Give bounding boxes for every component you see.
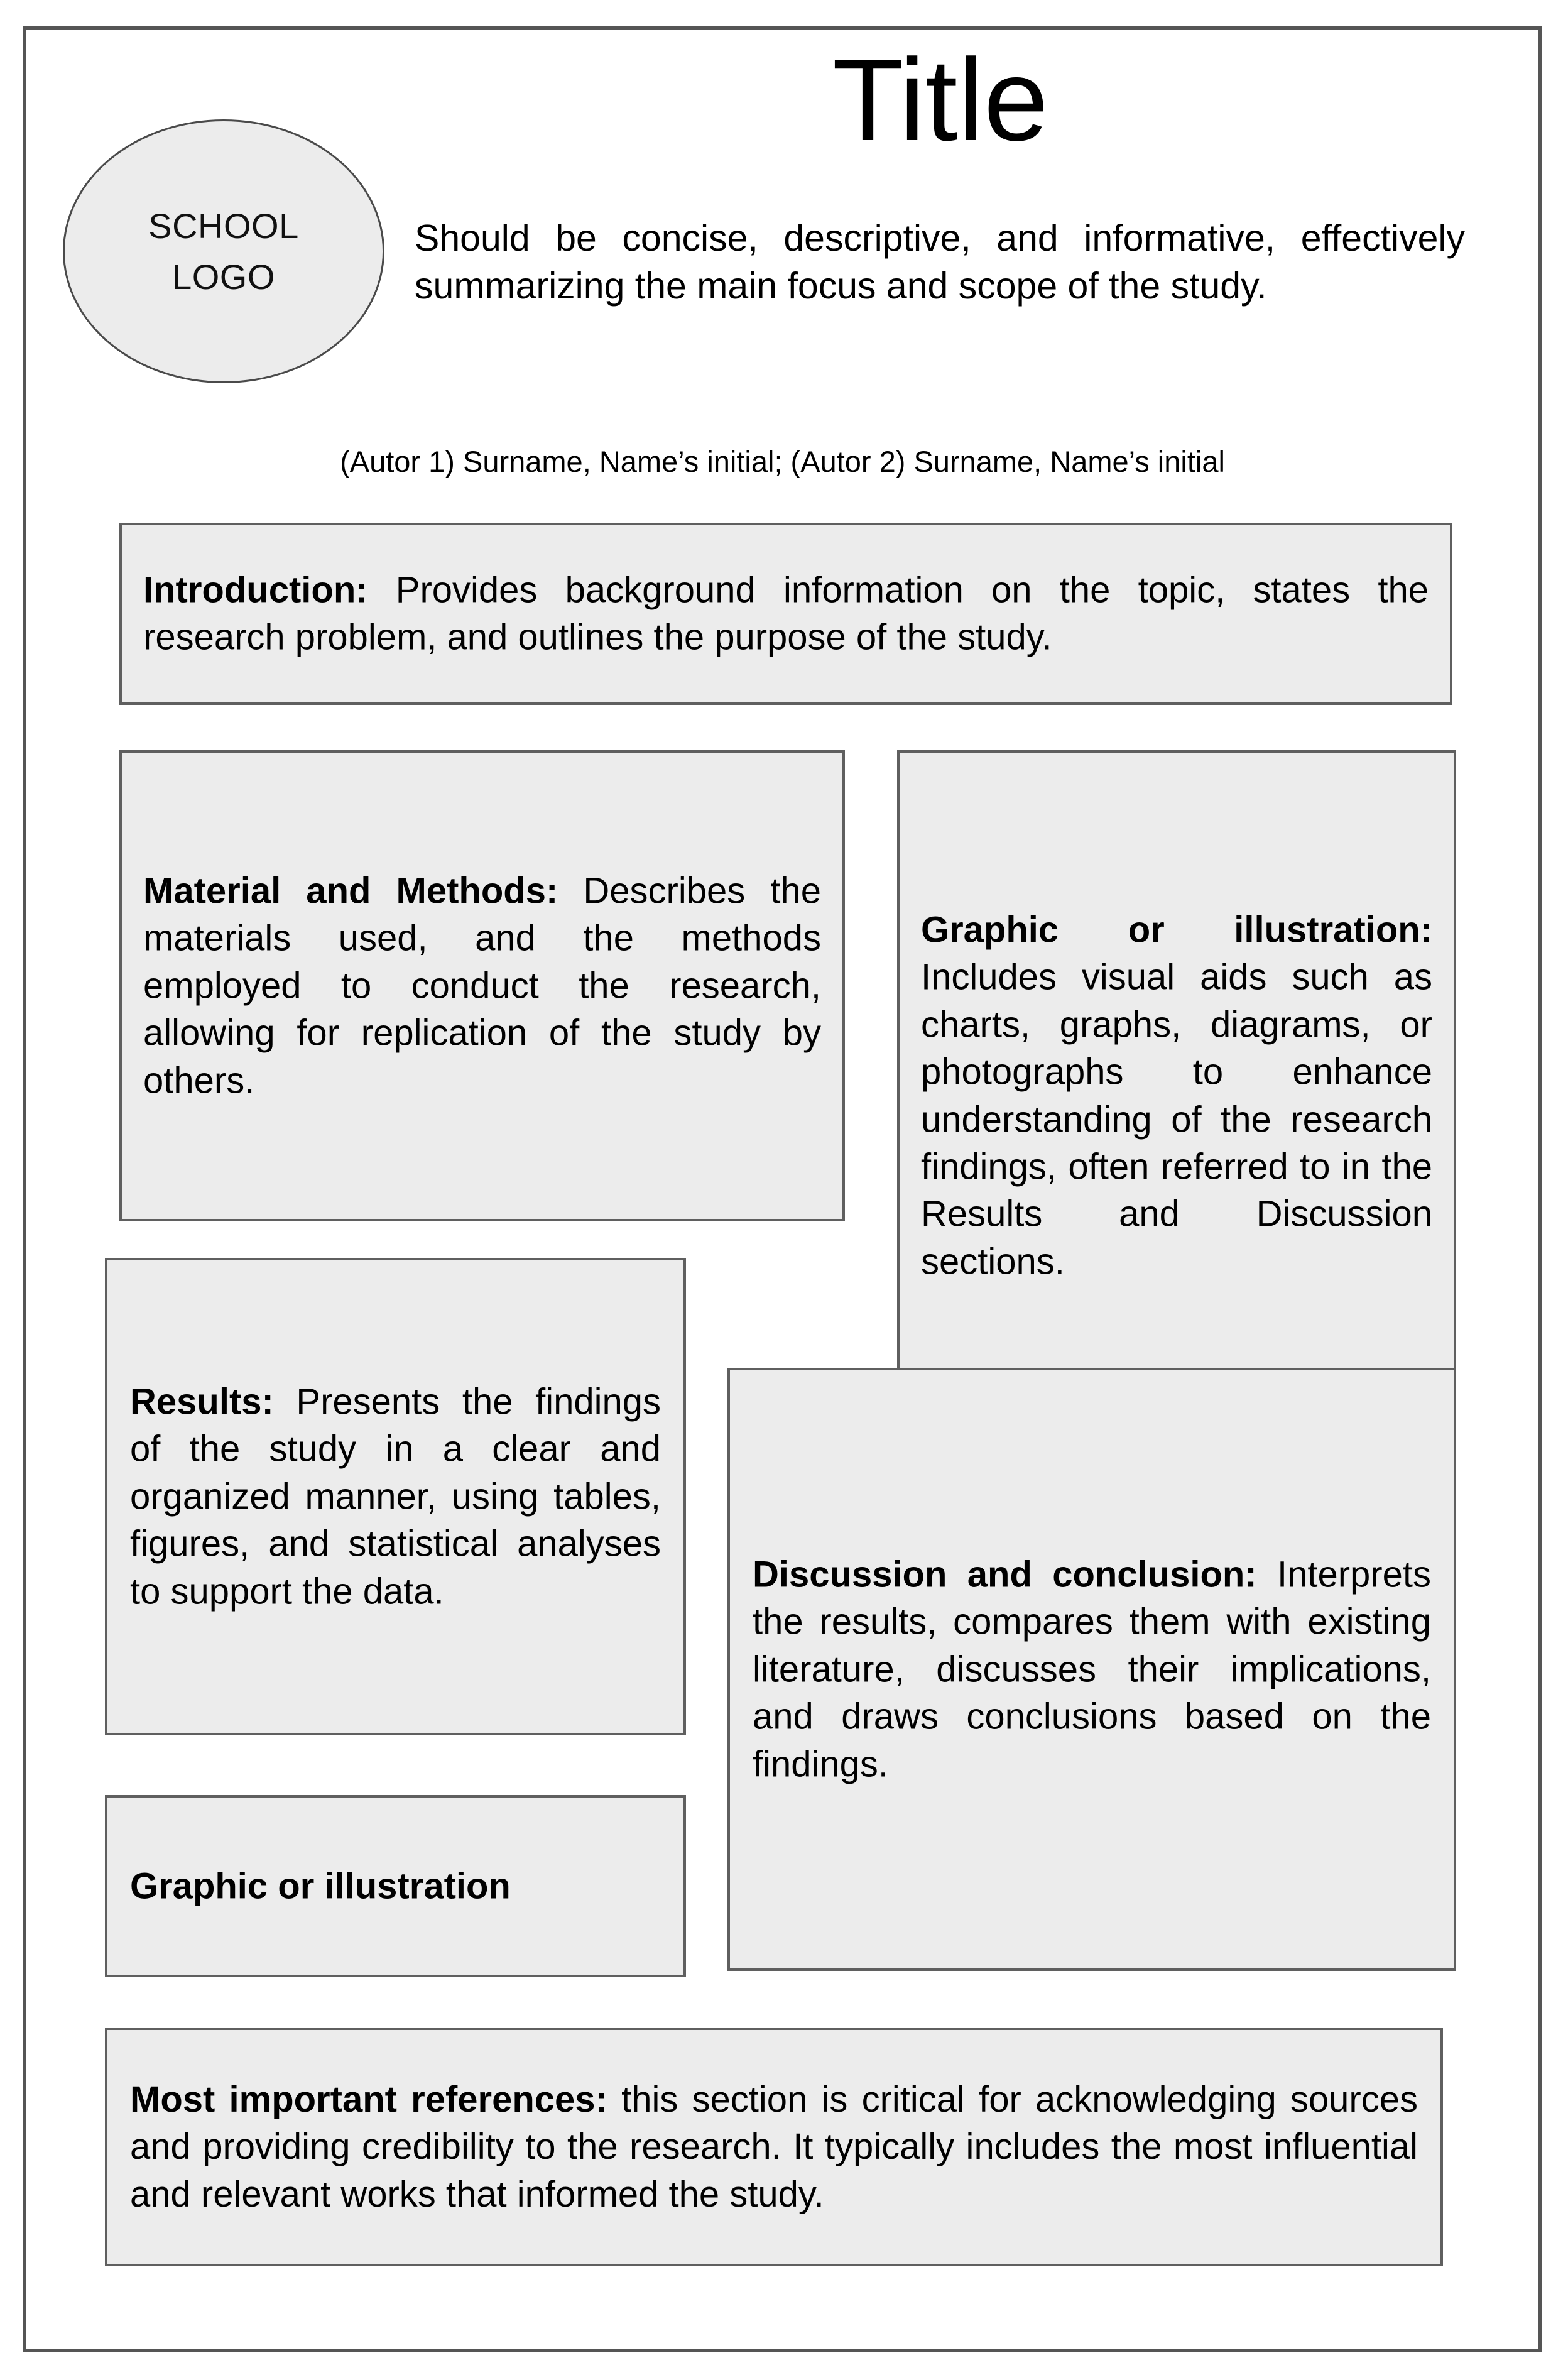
authors-line: (Autor 1) Surname, Name’s initial; (Autor 2) Surname, Name’s initial <box>340 445 1225 478</box>
section-heading-results: Results: <box>130 1381 274 1422</box>
section-content-materials-and-methods <box>122 868 842 1105</box>
section-heading-discussion-and-conclusion: Discussion and conclusion: <box>753 1554 1257 1595</box>
section-paragraph-discussion-and-conclusion <box>753 1551 1431 1788</box>
section-content-references <box>107 2076 1440 2218</box>
section-heading-graphic-or-illustration-right: Graphic or illustration: <box>921 909 1432 951</box>
section-content-introduction <box>122 567 1450 662</box>
section-box-graphic-or-illustration-right <box>897 750 1456 1441</box>
section-content-results <box>107 1378 683 1615</box>
section-paragraph-graphic-or-illustration-left <box>130 1862 661 1909</box>
poster-frame <box>23 26 1542 2352</box>
section-paragraph-references <box>130 2076 1418 2218</box>
section-box-discussion-and-conclusion <box>727 1368 1456 1971</box>
section-content-discussion-and-conclusion <box>730 1551 1454 1788</box>
school-logo-line-1: SCHOOL <box>148 205 299 246</box>
section-heading-materials-and-methods: Material and Methods: <box>143 870 558 912</box>
section-box-results <box>105 1258 686 1735</box>
section-paragraph-introduction <box>143 567 1429 662</box>
poster-subtitle: Should be concise, descriptive, and informative, effectively summarizing the main focus and scope of the study. <box>415 217 1465 307</box>
section-heading-references: Most important references: <box>130 2078 607 2120</box>
section-box-materials-and-methods <box>119 750 845 1221</box>
section-heading-introduction: Introduction: <box>143 569 368 611</box>
section-body-graphic-or-illustration-right: Includes visual aids such as charts, graphs, diagrams, or photographs to enhance understanding of the research findings, often referred to in the Results and Discussion sections. <box>921 956 1432 1282</box>
poster-title: Title <box>832 35 1049 165</box>
section-body-introduction: Provides background information on the topic, states the research problem, and outlines the purpose of the study. <box>143 569 1429 658</box>
poster-header <box>26 30 1538 478</box>
section-box-introduction <box>119 523 1452 705</box>
section-paragraph-graphic-or-illustration-right <box>921 906 1432 1285</box>
section-paragraph-results <box>130 1378 661 1615</box>
section-box-references <box>105 2028 1443 2266</box>
section-body-discussion-and-conclusion: Interprets the results, compares them with existing literature, discusses their implications, and draws conclusions based on the findings. <box>753 1554 1431 1785</box>
section-body-results: Presents the findings of the study in a clear and organized manner, using tables, figures, and statistical analyses to support the data. <box>130 1381 661 1612</box>
section-paragraph-materials-and-methods <box>143 868 821 1105</box>
section-heading-graphic-or-illustration-left: Graphic or illustration <box>130 1865 511 1907</box>
school-logo-placeholder <box>63 119 384 383</box>
section-content-graphic-or-illustration-left <box>107 1862 683 1909</box>
section-body-materials-and-methods: Describes the materials used, and the methods employed to conduct the research, allowing for replication of the study by others. <box>143 870 821 1101</box>
section-content-graphic-or-illustration-right <box>900 906 1454 1285</box>
school-logo-line-2: LOGO <box>172 257 275 297</box>
section-box-graphic-or-illustration-left <box>105 1795 686 1977</box>
section-body-references: this section is critical for acknowledging sources and providing credibility to the research. It typically includes the most influential and relevant works that informed the study. <box>130 2078 1418 2215</box>
